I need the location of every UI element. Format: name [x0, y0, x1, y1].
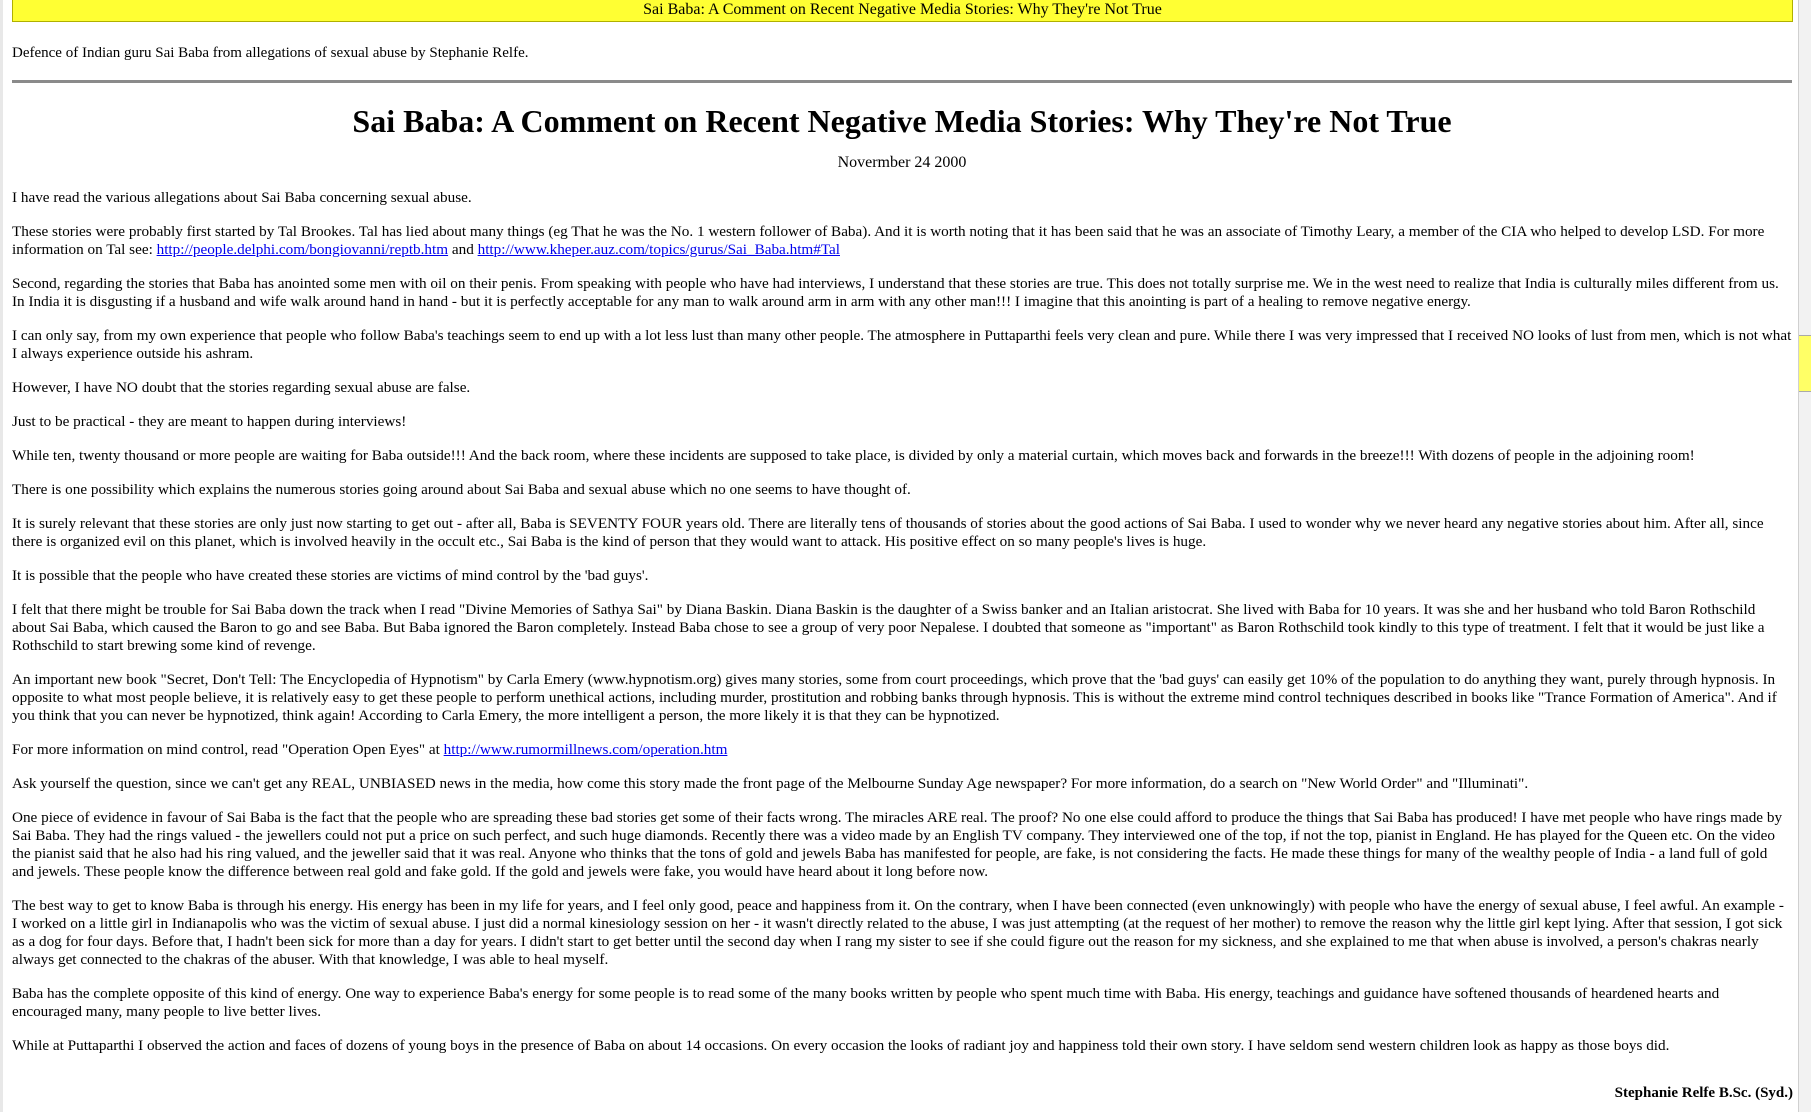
paragraph-text: For more information on mind control, read "Operation Open Eyes" at [12, 741, 444, 758]
paragraph: The best way to get to know Baba is through his energy. His energy has been in my life for years, and I feel only good, peace and happiness from it. On the contrary, when I have been connected (even unknowingly) with people who have the energy of sexual abuse, I feel awful. An example - I worked on a little girl in Indianapolis who was the victim of sexual abuse. I just did a normal kinesiology session on her - it wasn't directly related to the abuse, I was just attempting (at the request of her mother) to remove the reason why the little girl kept lying. After that session, I got sick as a dog for four days. Before that, I hadn't been sick for more than a day for years. I didn't start to get better until the second day when I rang my sister to see if she could figure out the reason for my sickness, and she explained to me that when abuse is involved, a person's chakras nearly always get connected to the chakras of the abuser. With that knowledge, I was able to heal myself. [12, 897, 1784, 968]
banner-title: Sai Baba: A Comment on Recent Negative Media Stories: Why They're Not True [643, 1, 1162, 18]
article-body [12, 189, 1792, 1055]
paragraph: It is possible that the people who have created these stories are victims of mind control by the 'bad guys'. [12, 567, 649, 584]
link-tal-brookes-reptb[interactable]: http://people.delphi.com/bongiovanni/reptb.htm [156, 241, 449, 258]
paragraph: I felt that there might be trouble for Sai Baba down the track when I read "Divine Memories of Sathya Sai" by Diana Baskin. Diana Baskin is the daughter of a Swiss banker and an Italian aristocrat. She lived with Baba for 10 years. It was she and her husband who told Baron Rothschild about Sai Baba, which caused the Baron to go and see Baba. But Baba ignored the Baron completely. Instead Baba chose to see a group of very poor Nepalese. I doubted that someone as "important" as Baron Rothschild took kindly to this type of treatment. I felt that it would be just like a Rothschild to start brewing some kind of revenge. [12, 601, 1765, 654]
article-container [12, 40, 1792, 1055]
paragraph: While ten, twenty thousand or more people are waiting for Baba outside!!! And the back room, where these incidents are supposed to take place, is divided by only a material curtain, which moves back and forwards in the breeze!!! With dozens of people in the adjoining room! [12, 447, 1695, 464]
adjacent-window-edge [1798, 0, 1811, 1112]
article-heading: Sai Baba: A Comment on Recent Negative Media Stories: Why They're Not True [352, 103, 1452, 139]
paragraph-text: These stories were probably first started by Tal Brookes. Tal has lied about many things (eg That he was the No. 1 western follower of Baba). And it is worth noting that it has been said that he was an associate of Timothy Leary, a member of the CIA who helped to develop LSD. For more information on Tal see: [12, 223, 1765, 258]
paragraph: Baba has the complete opposite of this kind of energy. One way to experience Baba's energy for some people is to read some of the many books written by people who spent much time with Baba. His energy, teachings and guidance have softened thousands of heardened hearts and encouraged many, many people to live better lives. [12, 985, 1720, 1020]
author-signature: Stephanie Relfe B.Sc. (Syd.) [1614, 1085, 1793, 1101]
paragraph: It is surely relevant that these stories are only just now starting to get out - after all, Baba is SEVENTY FOUR years old. There are literally tens of thousands of stories about the good actions of Sai Baba. I used to wonder why we never heard any negative stories about him. After all, since there is organized evil on this planet, which is involved heavily in the occult etc., Sai Baba is the kind of person that they would want to attack. His positive effect on so many people's lives is huge. [12, 515, 1764, 550]
window-left-edge [0, 0, 3, 1112]
title-banner [12, 0, 1793, 22]
paragraph: Second, regarding the stories that Baba has anointed some men with oil on their penis. From speaking with people who have had interviews, I understand that these stories are true. This does not totally surprise me. We in the west need to realize that India is culturally miles different from us. In India it is disgusting if a husband and wife walk around hand in hand - but it is perfectly acceptable for any man to walk around arm in arm with any other man!!! I imagine that this anointing is part of a healing to remove negative energy. [12, 275, 1779, 310]
paragraph-text: and [448, 241, 478, 258]
paragraph: One piece of evidence in favour of Sai Baba is the fact that the people who are spreading these bad stories get some of their facts wrong. The miracles ARE real. The proof? No one else could afford to produce the things that Sai Baba has produced! I have met people who have rings made by Sai Baba. They had the rings valued - the jewellers could not put a price on such perfect, and such huge diamonds. Recently there was a video made by an English TV company. They interviewed one of the top, if not the top, pianist in England. He has played for the Queen etc. On the video the pianist said that he also had his ring valued, and the jeweller said that it was real. Anyone who thinks that the tons of gold and jewels Baba has manifested for people, are fake, is not considering the facts. He made these things for many of the wealthy people of India - a land full of gold and jewels. These people know the difference between real gold and fake gold. If the gold and jewels were fake, you would have heard about it long before now. [12, 809, 1783, 880]
paragraph: I have read the various allegations about Sai Baba concerning sexual abuse. [12, 189, 472, 206]
paragraph: I can only say, from my own experience that people who follow Baba's teachings seem to end up with a lot less lust than many other people. The atmosphere in Puttaparthi feels very clean and pure. While there I was very impressed that I received NO looks of lust from men, which is not what I always experience outside his ashram. [12, 327, 1792, 362]
link-kheper-sai-baba[interactable]: http://www.kheper.auz.com/topics/gurus/Sai_Baba.htm#Tal [477, 241, 840, 258]
paragraph: There is one possibility which explains the numerous stories going around about Sai Baba and sexual abuse which no one seems to have thought of. [12, 481, 911, 498]
paragraph [12, 223, 1792, 259]
page-description: Defence of Indian guru Sai Baba from allegations of sexual abuse by Stephanie Relfe. [12, 45, 529, 61]
paragraph: An important new book "Secret, Don't Tell: The Encyclopedia of Hypnotism" by Carla Emery (www.hypnotism.org) gives many stories, some from court proceedings, which prove that the 'bad guys' can easily get 10% of the population to do anything they want, purely through hypnosis. In opposite to what most people believe, it is relatively easy to get these people to perform unethical actions, including murder, prostitution and robbing banks through hypnosis. This is without the extreme mind control techniques described in books like "Trance Formation of America". And if you think that you can never be hypnotized, think again! According to Carla Emery, the more intelligent a person, the more likely it is that they can be hypnotized. [12, 671, 1777, 724]
paragraph: However, I have NO doubt that the stories regarding sexual abuse are false. [12, 379, 471, 396]
article-date: Novermber 24 2000 [837, 154, 967, 171]
paragraph: While at Puttaparthi I observed the action and faces of dozens of young boys in the presence of Baba on about 14 occasions. On every occasion the looks of radiant joy and happiness told their own story. I have seldom send western children look as happy as those boys did. [12, 1037, 1670, 1054]
paragraph: Ask yourself the question, since we can't get any REAL, UNBIASED news in the media, how come this story made the front page of the Melbourne Sunday Age newspaper? For more information, do a search on "New World Order" and "Illuminati". [12, 775, 1529, 792]
paragraph [12, 741, 1792, 759]
horizontal-divider [12, 80, 1792, 83]
link-operation-open-eyes[interactable]: http://www.rumormillnews.com/operation.htm [443, 741, 728, 758]
paragraph: Just to be practical - they are meant to happen during interviews! [12, 413, 407, 430]
adjacent-window-highlight [1799, 335, 1811, 392]
